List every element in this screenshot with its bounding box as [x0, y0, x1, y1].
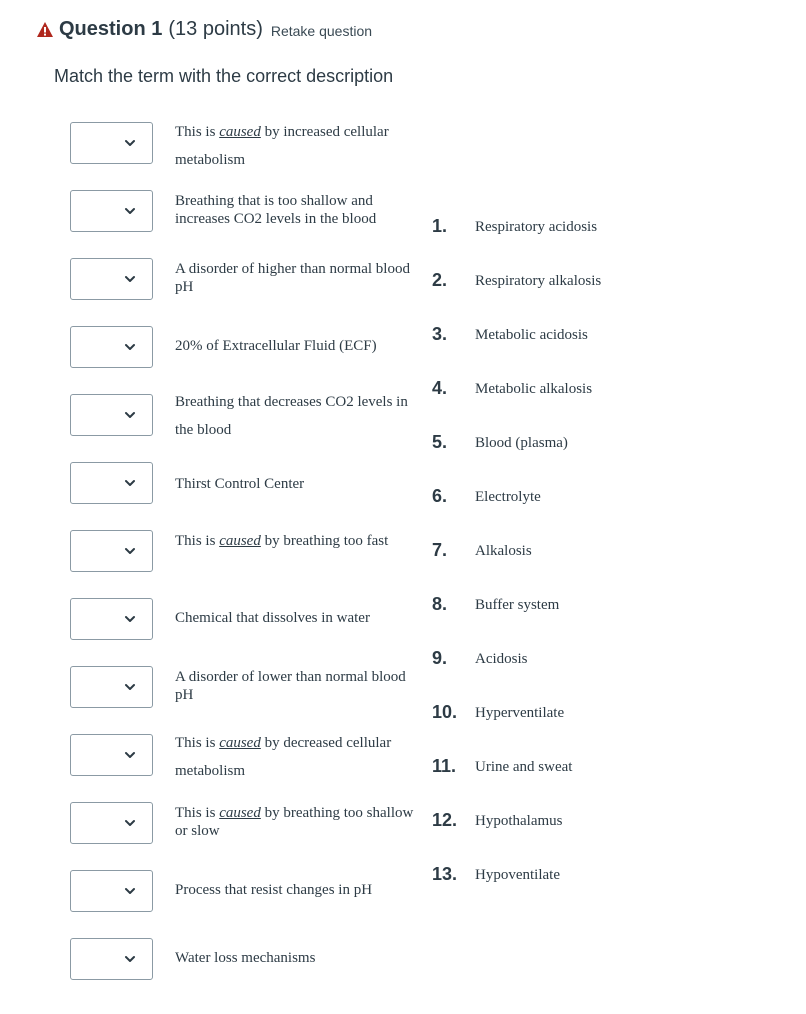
answer-number: 13.	[432, 864, 458, 884]
prompt-description-11	[175, 804, 415, 840]
prompt-emphasis: caused	[219, 805, 261, 821]
prompt-text: Breathing that is too shallow and increases CO2 levels in the blood	[175, 193, 377, 227]
answer-number: 2.	[432, 270, 448, 290]
answer-select-4[interactable]	[70, 326, 153, 368]
answer-option-text: Respiratory alkalosis	[475, 273, 602, 289]
prompt-description-3	[175, 260, 415, 296]
chevron-down-icon	[124, 681, 136, 693]
prompt-text: This is	[175, 805, 220, 821]
prompt-description-9	[175, 668, 415, 704]
prompt-description-10	[175, 729, 415, 785]
chevron-down-icon	[124, 341, 136, 353]
prompt-emphasis: caused	[219, 124, 261, 140]
answer-option-text: Metabolic alkalosis	[475, 381, 593, 397]
prompt-text: Water loss mechanisms	[175, 950, 316, 966]
prompt-emphasis: caused	[219, 735, 261, 751]
prompt-description-4	[175, 332, 415, 360]
question-prompt: Match the term with the correct description	[54, 66, 394, 86]
answer-option-text: Electrolyte	[475, 489, 541, 505]
prompt-description-12	[175, 876, 415, 904]
answer-option-text: Hypothalamus	[475, 813, 563, 829]
chevron-down-icon	[124, 613, 136, 625]
prompt-text: by breathing too shallow or slow	[175, 805, 414, 839]
prompt-text: Thirst Control Center	[175, 476, 305, 492]
answer-select-5[interactable]	[70, 394, 153, 436]
answer-option-text: Alkalosis	[475, 543, 532, 559]
chevron-down-icon	[124, 273, 136, 285]
answer-option-text: Blood (plasma)	[475, 435, 568, 451]
prompt-emphasis: caused	[219, 533, 261, 549]
prompt-text: by decreased cellular metabolism	[175, 735, 392, 779]
answer-option-text: Respiratory acidosis	[475, 219, 598, 235]
chevron-down-icon	[124, 137, 136, 149]
answer-select-8[interactable]	[70, 598, 153, 640]
warning-triangle-icon	[36, 21, 54, 38]
chevron-down-icon	[124, 885, 136, 897]
question-title: Question 1	[59, 18, 163, 40]
chevron-down-icon	[124, 953, 136, 965]
answer-number: 1.	[432, 216, 448, 236]
chevron-down-icon	[124, 817, 136, 829]
answer-select-9[interactable]	[70, 666, 153, 708]
answer-number: 3.	[432, 324, 448, 344]
prompt-text: This is	[175, 124, 220, 140]
answer-number: 11.	[432, 756, 457, 776]
answer-select-6[interactable]	[70, 462, 153, 504]
answer-number: 4.	[432, 378, 448, 398]
prompt-description-2	[175, 192, 415, 228]
answer-number: 10.	[432, 702, 458, 722]
prompt-text: by increased cellular metabolism	[175, 124, 389, 168]
answer-option-text: Hypoventilate	[475, 867, 560, 883]
answer-option-text: Hyperventilate	[475, 705, 565, 721]
prompt-description-5	[175, 388, 415, 444]
prompt-description-7	[175, 532, 415, 550]
answer-select-3[interactable]	[70, 258, 153, 300]
answer-select-1[interactable]	[70, 122, 153, 164]
answer-select-13[interactable]	[70, 938, 153, 980]
chevron-down-icon	[124, 749, 136, 761]
prompt-text: A disorder of lower than normal blood pH	[175, 669, 406, 703]
answer-select-2[interactable]	[70, 190, 153, 232]
answer-number: 12.	[432, 810, 458, 830]
answer-select-11[interactable]	[70, 802, 153, 844]
chevron-down-icon	[124, 205, 136, 217]
prompt-text: A disorder of higher than normal blood pH	[175, 261, 410, 295]
prompt-text: This is	[175, 735, 220, 751]
answer-number: 8.	[432, 594, 448, 614]
answer-select-7[interactable]	[70, 530, 153, 572]
prompt-text: Chemical that dissolves in water	[175, 610, 370, 626]
answer-select-12[interactable]	[70, 870, 153, 912]
prompt-description-1	[175, 118, 415, 174]
prompt-text: This is	[175, 533, 220, 549]
answer-number: 9.	[432, 648, 448, 668]
prompt-description-8	[175, 604, 415, 632]
answer-number: 6.	[432, 486, 448, 506]
answer-option-text: Buffer system	[475, 597, 560, 613]
answer-option-text: Urine and sweat	[475, 759, 573, 775]
answer-select-10[interactable]	[70, 734, 153, 776]
question-header	[36, 18, 372, 41]
prompt-text: Breathing that decreases CO2 levels in the blood	[175, 394, 408, 438]
answer-option-text: Metabolic acidosis	[475, 327, 588, 343]
prompt-text: Process that resist changes in pH	[175, 882, 373, 898]
answer-number: 7.	[432, 540, 448, 560]
retake-question-link[interactable]: Retake question	[270, 23, 373, 39]
answer-number: 5.	[432, 432, 448, 452]
prompt-text: 20% of Extracellular Fluid (ECF)	[175, 338, 377, 354]
prompt-description-6	[175, 470, 415, 498]
chevron-down-icon	[124, 545, 136, 557]
chevron-down-icon	[124, 409, 136, 421]
prompt-text: by breathing too fast	[260, 533, 389, 549]
prompt-description-13	[175, 944, 415, 972]
question-points: (13 points)	[168, 18, 263, 40]
chevron-down-icon	[124, 477, 136, 489]
answer-option-text: Acidosis	[475, 651, 528, 667]
